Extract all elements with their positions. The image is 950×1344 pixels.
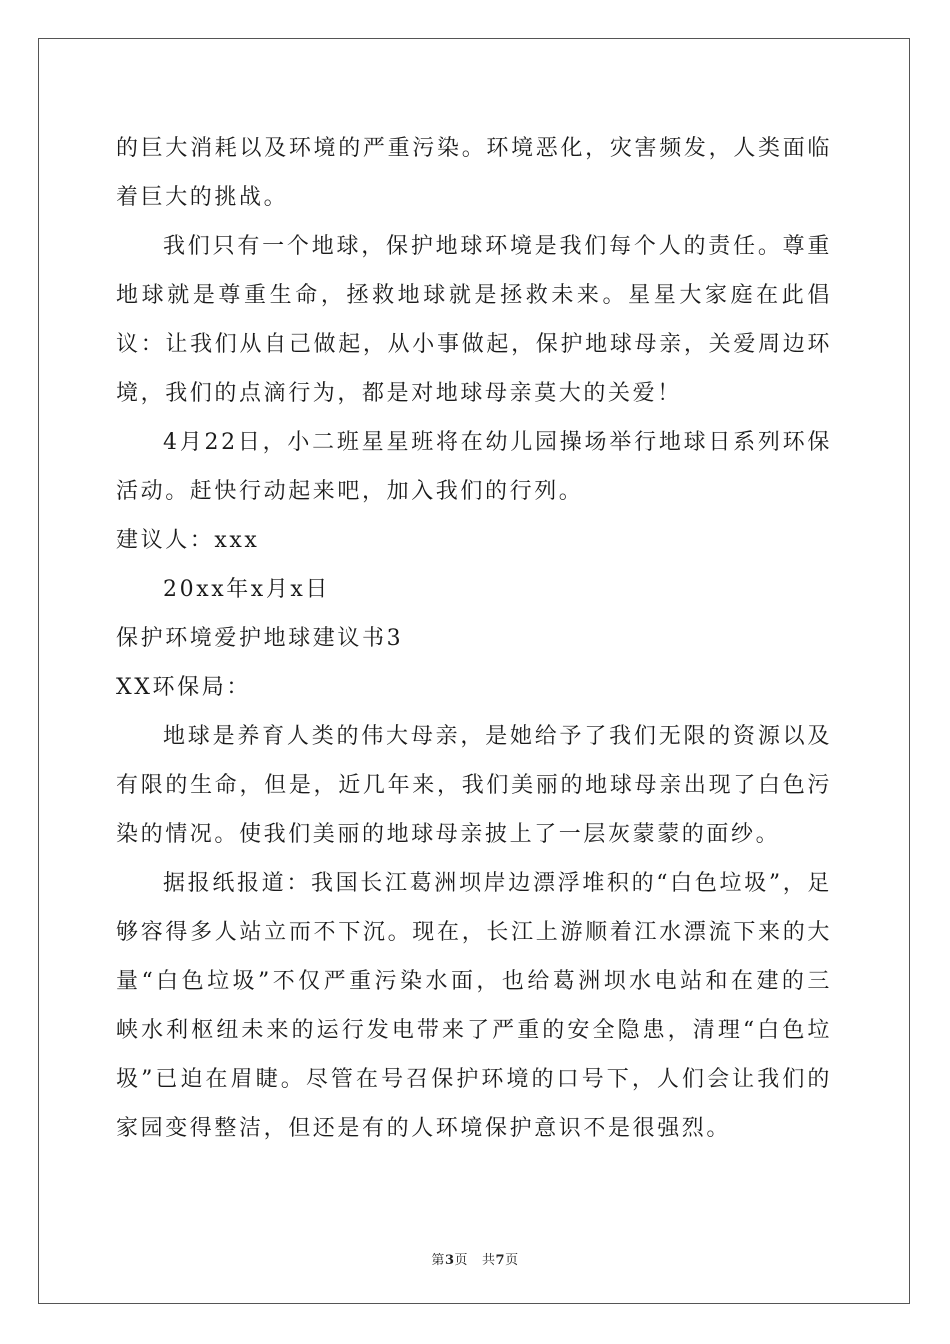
paragraph-5: 据报纸报道：我国长江葛洲坝岸边漂浮堆积的“白色垃圾”，足够容得多人站立而不下沉。现在，长江上游顺着江水漂流下来的大量“白色垃圾”不仅严重污染水面，也给葛洲坝水电站和在建的三峡水利枢纽未来的运行发电带来了严重的安全隐患，清理“白色垃圾”已迫在眉睫。尽管在号召保护环境的口号下，人们会让我们的家园变得整洁，但还是有的人环境保护意识不是很强烈。: [116, 871, 832, 1141]
paragraph-4: 地球是养育人类的伟大母亲，是她给予了我们无限的资源以及有限的生命，但是，近几年来，我们美丽的地球母亲出现了白色污染的情况。使我们美丽的地球母亲披上了一层灰蒙蒙的面纱。: [116, 724, 832, 847]
page-suffix: 页: [454, 1253, 468, 1268]
document-body: [116, 124, 832, 1153]
page-number: 3: [444, 1253, 455, 1268]
total-suffix: 页: [505, 1253, 519, 1268]
paragraph-2: 我们只有一个地球，保护地球环境是我们每个人的责任。尊重地球就是尊重生命，拯救地球就是拯救未来。星星大家庭在此倡议：让我们从自己做起，从小事做起，保护地球母亲，关爱周边环境，我们的点滴行为，都是对地球母亲莫大的关爱！: [116, 234, 832, 406]
salutation: XX环保局：: [116, 675, 251, 700]
proposer-line: 建议人：xxx: [116, 528, 260, 553]
paragraph-1: 的巨大消耗以及环境的严重污染。环境恶化，灾害频发，人类面临着巨大的挑战。: [116, 136, 832, 210]
paragraph-3: 4月22日，小二班星星班将在幼儿园操场举行地球日系列环保活动。赶快行动起来吧，加入我们的行列。: [116, 430, 832, 504]
page-footer: [0, 1249, 950, 1268]
date-line: 20xx年x月x日: [163, 577, 331, 602]
page-prefix: 第: [431, 1253, 445, 1268]
total-pages: 7: [495, 1253, 506, 1268]
section-title: 保护环境爱护地球建议书3: [116, 626, 404, 651]
total-prefix: 共: [482, 1253, 496, 1268]
